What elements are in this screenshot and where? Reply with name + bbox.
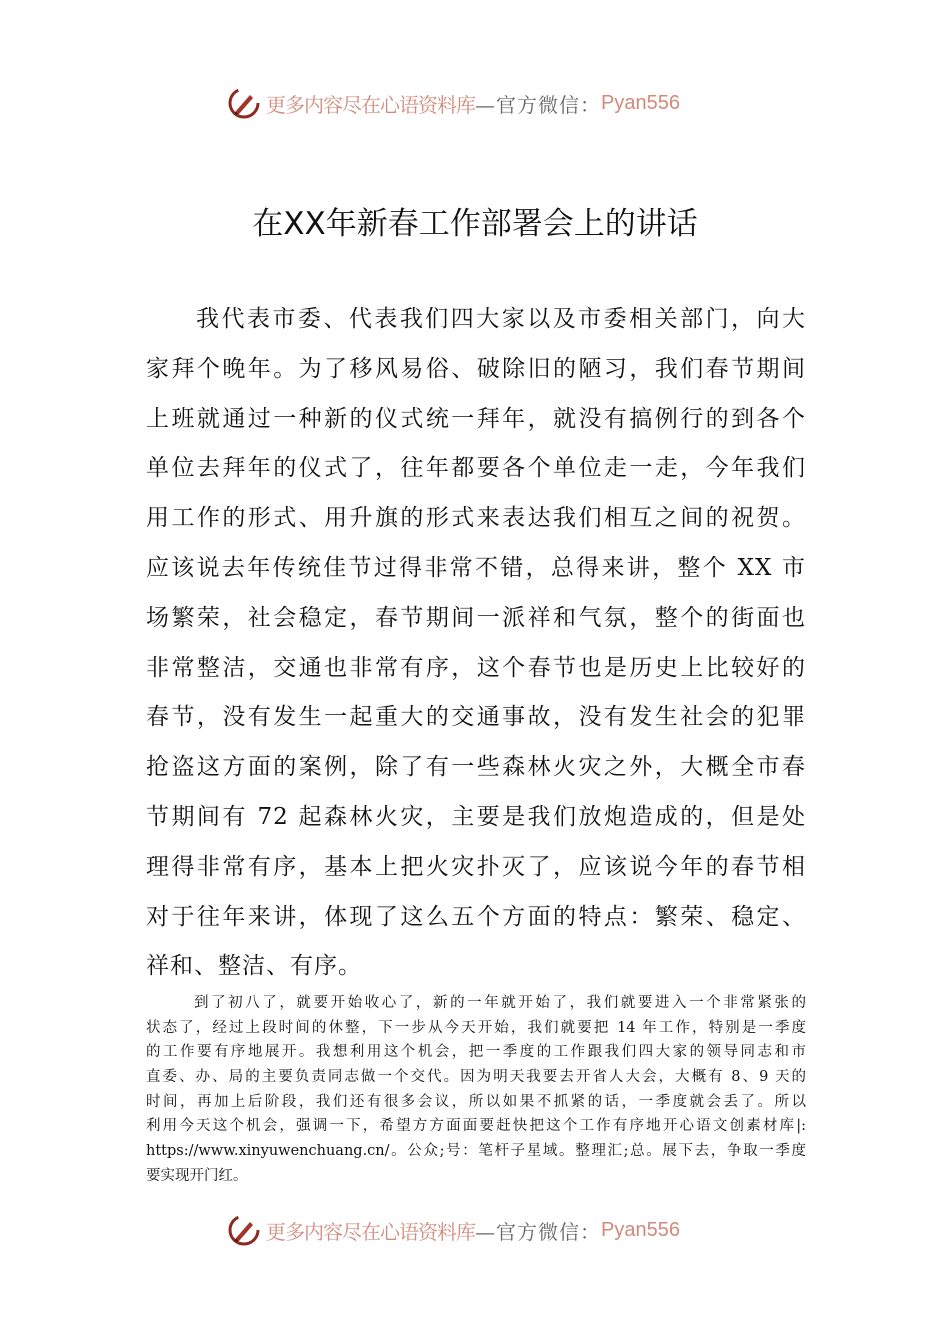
- text-line: 非常整洁，交通也非常有序，这个春节也是历史上比较好的: [146, 654, 806, 681]
- header-watermark-banner: [226, 85, 726, 121]
- text-line: 家拜个晚年。为了移风易俗、破除旧的陋习，我们春节期间: [146, 355, 806, 382]
- text-line: 节期间有 72 起森林火灾，主要是我们放炮造成的，但是处: [146, 803, 806, 830]
- text-line: 单位去拜年的仪式了，往年都要各个单位走一走，今年我们: [146, 455, 806, 482]
- banner-wechat-id: Pyan556: [601, 91, 680, 114]
- text-line: 用工作的形式、用升旗的形式来表达我们相互之间的祝贺。: [146, 505, 806, 532]
- banner-separator-text: —官方微信：: [475, 1219, 601, 1244]
- banner-main-text: 更多内容尽在心语资料库: [266, 1219, 475, 1244]
- pen-logo-icon: [226, 1212, 262, 1248]
- paragraph-2: [146, 991, 806, 1189]
- text-line: 理得非常有序，基本上把火灾扑灭了，应该说今年的春节相: [146, 853, 806, 880]
- footer-watermark-banner: [226, 1212, 726, 1248]
- pen-logo-icon: [226, 85, 262, 121]
- banner-wechat-id: Pyan556: [601, 1218, 680, 1241]
- document-title: 在XX年新春工作部署会上的讲话: [252, 206, 698, 242]
- text-line: 要实现开门红。: [146, 1167, 248, 1184]
- paragraph-1: [146, 295, 806, 992]
- text-line: 场繁荣，社会稳定，春节期间一派祥和气氛，整个的街面也: [146, 604, 806, 631]
- text-line: 我代表市委、代表我们四大家以及市委相关部门，向大: [196, 306, 806, 332]
- banner-separator-text: —官方微信：: [475, 92, 601, 117]
- text-line: 状态了，经过上段时间的休整，下一步从今天开始，我们就要把 14 年工作，特别是一季度: [146, 1019, 806, 1036]
- text-line: 上班就通过一种新的仪式统一拜年，就没有搞例行的到各个: [146, 405, 806, 432]
- text-line: 到了初八了，就要开始收心了，新的一年就开始了，我们就要进入一个非常紧张的: [194, 995, 806, 1011]
- text-line: 祥和、整洁、有序。: [146, 953, 362, 980]
- text-line: 应该说去年传统佳节过得非常不错，总得来讲，整个 XX 市: [146, 554, 806, 581]
- text-line: 时间，再加上后阶段，我们还有很多会议，所以如果不抓紧的话，一季度就会丢了。所以: [146, 1093, 806, 1110]
- banner-main-text: 更多内容尽在心语资料库: [266, 92, 475, 117]
- text-line: 利用今天这个机会，强调一下，希望方方面面要赶快把这个工作有序地开心语文创素材库|:: [146, 1118, 806, 1135]
- text-line: https://www.xinyuwenchuang.cn/。公众;号：笔杆子星域。整理汇;总。展下去，争取一季度: [146, 1143, 806, 1160]
- text-line: 抢盗这方面的案例，除了有一些森林火灾之外，大概全市春: [146, 754, 806, 781]
- text-line: 的工作要有序地展开。我想利用这个机会，把一季度的工作跟我们四大家的领导同志和市: [146, 1044, 806, 1061]
- text-line: 直委、办、局的主要负责同志做一个交代。因为明天我要去开省人大会，大概有 8、9 天的: [146, 1069, 806, 1086]
- text-line: 对于往年来讲，体现了这么五个方面的特点：繁荣、稳定、: [146, 903, 806, 930]
- text-line: 春节，没有发生一起重大的交通事故，没有发生社会的犯罪: [146, 704, 806, 731]
